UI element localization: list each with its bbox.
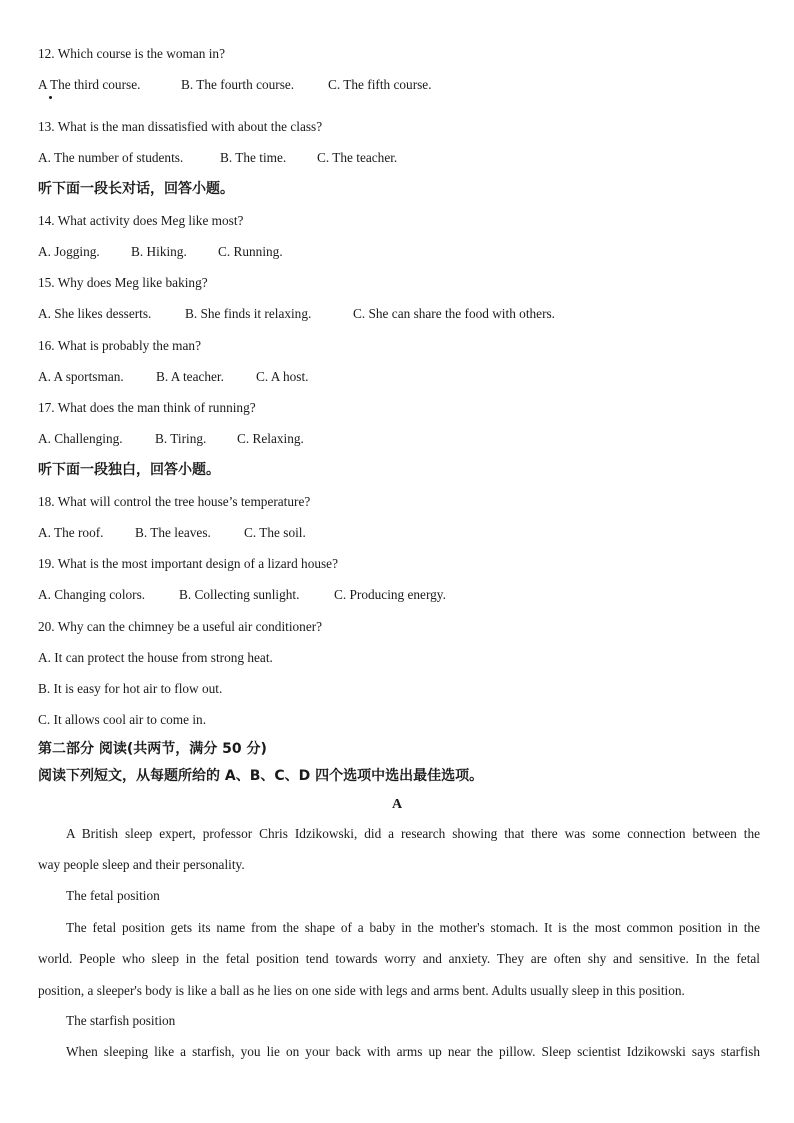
option-b: B. A teacher. (156, 369, 224, 384)
question-14-stem: 14. What activity does Meg like most? (38, 213, 244, 228)
section-heading-long-dialog: 听下面一段长对话，回答小题。 (38, 181, 234, 197)
section-heading-monologue: 听下面一段独白，回答小题。 (38, 462, 220, 478)
option-b: B. The leaves. (135, 525, 211, 540)
question-17-options (38, 430, 304, 448)
option-a: A The third course. (38, 77, 141, 92)
question-12-stem: 12. Which course is the woman in? (38, 46, 225, 61)
option-c: C. The fifth course. (328, 77, 432, 92)
passage-paragraph-2-line-1: The fetal position gets its name from the shape of a baby in the mother's stomach. It is the most common position in the (66, 920, 760, 935)
passage-subheading-fetal: The fetal position (66, 888, 160, 903)
option-a: A. The number of students. (38, 150, 184, 165)
option-b: B. The time. (220, 150, 287, 165)
part-two-title: 第二部分 阅读(共两节，满分 50 分) (38, 741, 267, 757)
passage-subheading-starfish: The starfish position (66, 1013, 176, 1028)
question-19-stem: 19. What is the most important design of a lizard house? (38, 556, 338, 571)
option-c: C. Running. (218, 244, 283, 259)
question-12-options (38, 76, 432, 94)
stray-dot-mark (49, 96, 52, 99)
option-a: A. Challenging. (38, 431, 123, 446)
passage-paragraph-1-line-1: A British sleep expert, professor Chris Idzikowski, did a research showing that there was some connection between the (66, 826, 760, 841)
option-a: A. A sportsman. (38, 369, 124, 384)
option-c: C. She can share the food with others. (353, 306, 555, 321)
question-20-stem: 20. Why can the chimney be a useful air conditioner? (38, 619, 323, 634)
question-15-options (38, 305, 555, 323)
question-15-stem: 15. Why does Meg like baking? (38, 275, 208, 290)
option-c: C. The soil. (244, 525, 306, 540)
question-17-stem: 17. What does the man think of running? (38, 400, 256, 415)
question-14-options (38, 243, 283, 261)
option-c: C. The teacher. (317, 150, 398, 165)
option-c: C. A host. (256, 369, 309, 384)
question-20-option-c: C. It allows cool air to come in. (38, 712, 207, 727)
option-c: C. Producing energy. (334, 587, 446, 602)
option-a: A. Changing colors. (38, 587, 146, 602)
passage-paragraph-1-line-2: way people sleep and their personality. (38, 857, 245, 872)
option-a: A. She likes desserts. (38, 306, 152, 321)
question-16-stem: 16. What is probably the man? (38, 338, 201, 353)
question-20-option-b: B. It is easy for hot air to flow out. (38, 681, 223, 696)
question-20-option-a: A. It can protect the house from strong heat. (38, 650, 273, 665)
question-18-options (38, 524, 306, 542)
option-b: B. The fourth course. (181, 77, 295, 92)
question-13-options (38, 149, 397, 167)
option-a: A. The roof. (38, 525, 104, 540)
question-16-options (38, 368, 308, 386)
option-b: B. She finds it relaxing. (185, 306, 312, 321)
passage-paragraph-2-line-2: world. People who sleep in the fetal position tend towards worry and anxiety. They are often shy and sensitive. In the fetal (38, 951, 760, 966)
question-19-options (38, 586, 446, 604)
question-18-stem: 18. What will control the tree house’s temperature? (38, 494, 311, 509)
question-13-stem: 13. What is the man dissatisfied with about the class? (38, 119, 323, 134)
option-a: A. Jogging. (38, 244, 100, 259)
option-b: B. Tiring. (155, 431, 207, 446)
option-b: B. Hiking. (131, 244, 187, 259)
option-b: B. Collecting sunlight. (179, 587, 300, 602)
part-two-instruction: 阅读下列短文，从每题所给的 A、B、C、D 四个选项中选出最佳选项。 (38, 768, 484, 784)
passage-paragraph-3-line-1: When sleeping like a starfish, you lie on your back with arms up near the pillow. Sleep scientist Idzikowski says starfish (66, 1044, 760, 1059)
passage-paragraph-2-line-3: position, a sleeper's body is like a ball as he lies on one side with legs and arms bent. Adults usually sleep in this position. (38, 983, 685, 998)
option-c: C. Relaxing. (237, 431, 304, 446)
passage-letter: A (391, 797, 403, 812)
